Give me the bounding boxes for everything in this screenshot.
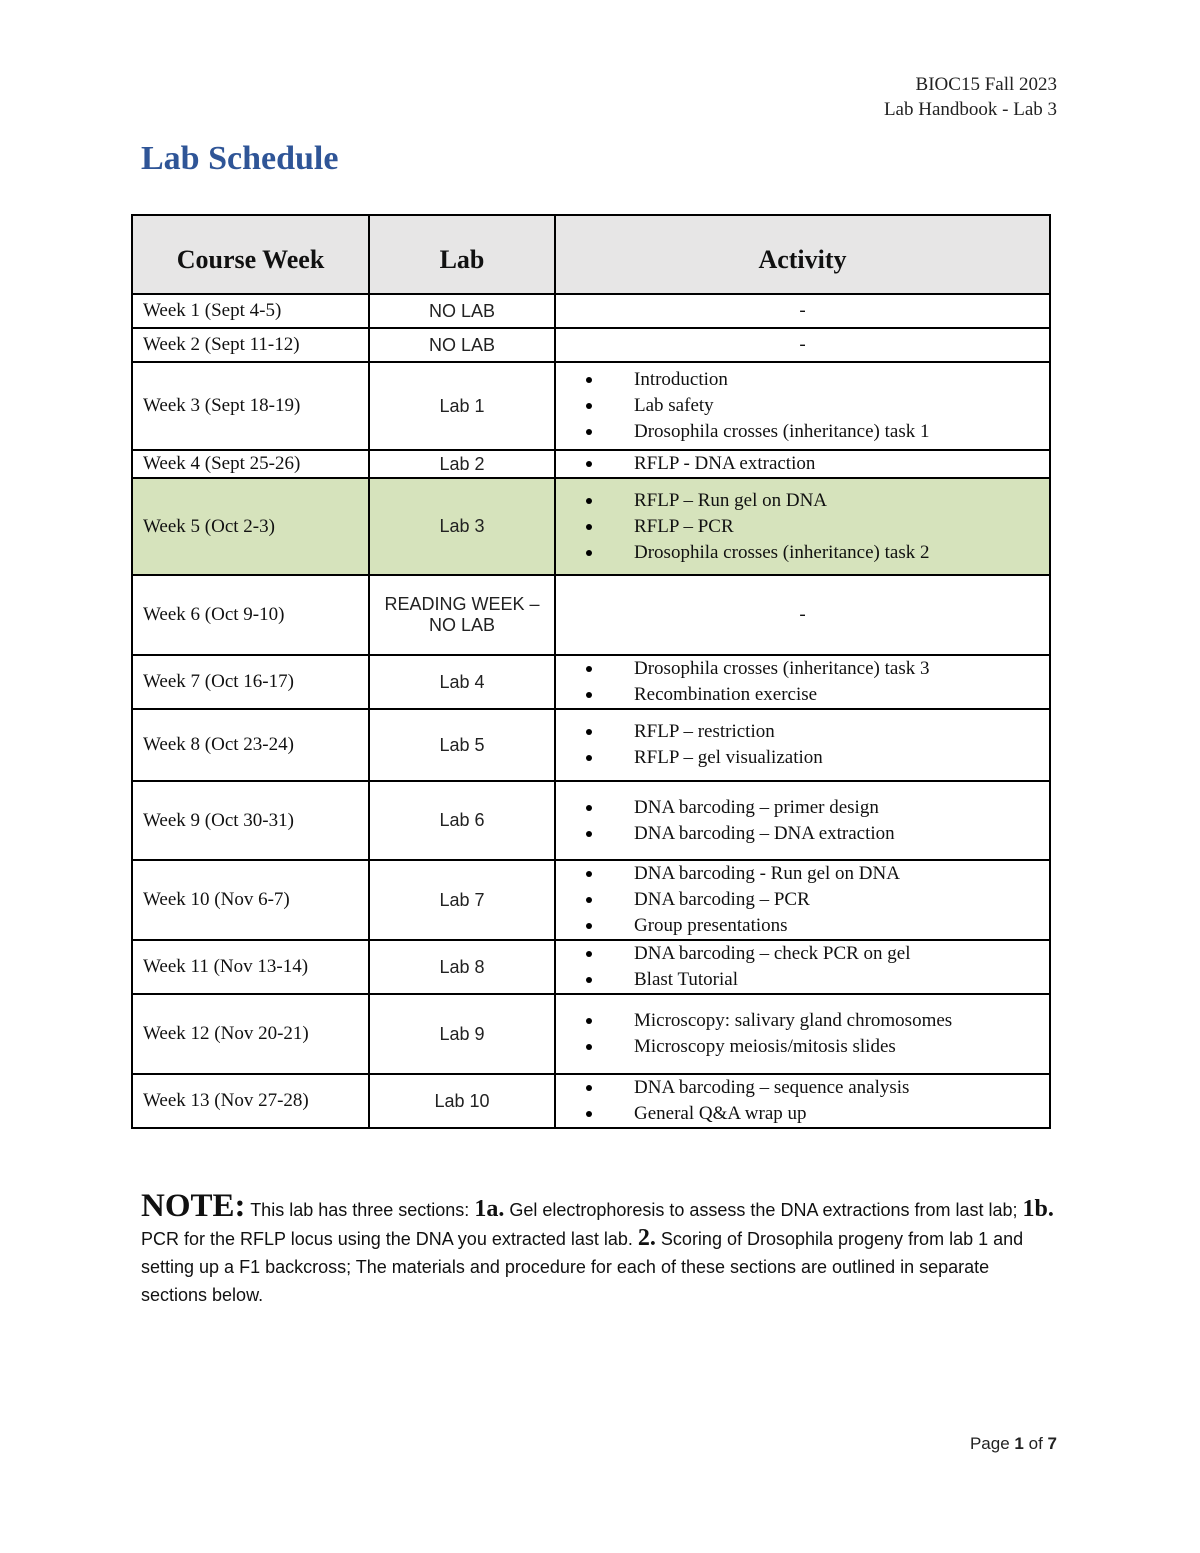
- section-2-label: 2.: [637, 1225, 656, 1251]
- cell-lab: Lab 4: [369, 655, 555, 709]
- cell-week: Week 6 (Oct 9-10): [132, 575, 369, 655]
- note-intro: This lab has three sections:: [245, 1200, 475, 1220]
- cell-week: Week 1 (Sept 4-5): [132, 294, 369, 328]
- cell-lab: Lab 6: [369, 781, 555, 860]
- section-1b-label: 1b.: [1022, 1196, 1054, 1222]
- cell-week: Week 7 (Oct 16-17): [132, 655, 369, 709]
- cell-lab: Lab 10: [369, 1074, 555, 1128]
- cell-week: Week 13 (Nov 27-28): [132, 1074, 369, 1128]
- section-1b-text: PCR for the RFLP locus using the DNA you extracted last lab.: [141, 1229, 638, 1249]
- cell-activity: [555, 655, 1050, 709]
- activity-item: DNA barcoding – check PCR on gel: [566, 941, 1039, 967]
- cell-lab: NO LAB: [369, 328, 555, 362]
- note-label: NOTE:: [141, 1188, 246, 1224]
- schedule-body: [132, 294, 1050, 1128]
- activity-item: RFLP – restriction: [566, 719, 1039, 745]
- cell-activity: [555, 994, 1050, 1074]
- activity-item: RFLP – gel visualization: [566, 745, 1039, 771]
- schedule-table: [131, 214, 1051, 1129]
- cell-lab: Lab 5: [369, 709, 555, 781]
- activity-item: RFLP – PCR: [566, 514, 1039, 540]
- table-row: [132, 575, 1050, 655]
- activity-item: DNA barcoding - Run gel on DNA: [566, 861, 1039, 887]
- page-total: 7: [1047, 1434, 1057, 1453]
- cell-lab: NO LAB: [369, 294, 555, 328]
- activity-item: RFLP – Run gel on DNA: [566, 488, 1039, 514]
- column-header-week: Course Week: [132, 215, 369, 294]
- cell-activity: [555, 362, 1050, 450]
- of-word: of: [1028, 1434, 1043, 1453]
- activity-list: [566, 861, 1039, 939]
- cell-activity: [555, 709, 1050, 781]
- cell-activity: -: [555, 294, 1050, 328]
- table-row: [132, 478, 1050, 575]
- table-row: [132, 994, 1050, 1074]
- activity-list: [566, 1075, 1039, 1127]
- activity-list: [566, 488, 1039, 566]
- cell-week: Week 3 (Sept 18-19): [132, 362, 369, 450]
- handbook-label: Lab Handbook - Lab 3: [883, 99, 1057, 120]
- activity-item: Drosophila crosses (inheritance) task 2: [566, 540, 1039, 566]
- section-1a-text: Gel electrophoresis to assess the DNA extractions from last lab;: [504, 1200, 1023, 1220]
- cell-week: Week 5 (Oct 2-3): [132, 478, 369, 575]
- table-row: [132, 1074, 1050, 1128]
- table-row: [132, 860, 1050, 940]
- activity-item: Introduction: [566, 367, 1039, 393]
- cell-activity: [555, 940, 1050, 994]
- cell-activity: [555, 478, 1050, 575]
- activity-list: [566, 451, 1039, 477]
- cell-lab: READING WEEK – NO LAB: [369, 575, 555, 655]
- table-header-row: [132, 215, 1050, 294]
- page-title: Lab Schedule: [141, 140, 339, 177]
- activity-list: [566, 795, 1039, 847]
- activity-item: DNA barcoding – primer design: [566, 795, 1039, 821]
- activity-list: [566, 719, 1039, 771]
- activity-item: RFLP - DNA extraction: [566, 451, 1039, 477]
- activity-item: Drosophila crosses (inheritance) task 3: [566, 656, 1039, 682]
- cell-lab: Lab 8: [369, 940, 555, 994]
- running-header: [884, 72, 1057, 122]
- table-row: [132, 450, 1050, 478]
- table-row: [132, 940, 1050, 994]
- cell-lab: Lab 1: [369, 362, 555, 450]
- activity-item: Blast Tutorial: [566, 967, 1039, 993]
- cell-activity: [555, 781, 1050, 860]
- table-row: [132, 781, 1050, 860]
- cell-activity: [555, 1074, 1050, 1128]
- activity-item: DNA barcoding – DNA extraction: [566, 821, 1039, 847]
- activity-list: [566, 1008, 1039, 1060]
- activity-item: Microscopy meiosis/mitosis slides: [566, 1034, 1039, 1060]
- cell-activity: -: [555, 328, 1050, 362]
- note-paragraph: [141, 1188, 1056, 1309]
- section-2-text: Scoring of Drosophila progeny from lab 1 and setting up a F1 backcross; The materials and procedure for each of these sections are outlined in separate sections below.: [141, 1229, 1024, 1305]
- column-header-activity: Activity: [555, 215, 1050, 294]
- page-word: Page: [969, 1434, 1010, 1453]
- activity-item: DNA barcoding – PCR: [566, 887, 1039, 913]
- activity-item: DNA barcoding – sequence analysis: [566, 1075, 1039, 1101]
- activity-item: General Q&A wrap up: [566, 1101, 1039, 1127]
- cell-lab: Lab 9: [369, 994, 555, 1074]
- cell-week: Week 8 (Oct 23-24): [132, 709, 369, 781]
- cell-lab: Lab 7: [369, 860, 555, 940]
- cell-week: Week 4 (Sept 25-26): [132, 450, 369, 478]
- activity-item: Lab safety: [566, 393, 1039, 419]
- activity-item: Group presentations: [566, 913, 1039, 939]
- page-footer: [970, 1434, 1057, 1454]
- cell-week: Week 11 (Nov 13-14): [132, 940, 369, 994]
- cell-week: Week 12 (Nov 20-21): [132, 994, 369, 1074]
- table-row: [132, 328, 1050, 362]
- cell-lab: Lab 2: [369, 450, 555, 478]
- activity-item: Recombination exercise: [566, 682, 1039, 708]
- activity-list: [566, 941, 1039, 993]
- page-number: 1: [1014, 1434, 1024, 1453]
- column-header-lab: Lab: [369, 215, 555, 294]
- table-row: [132, 709, 1050, 781]
- cell-activity: [555, 450, 1050, 478]
- cell-week: Week 10 (Nov 6-7): [132, 860, 369, 940]
- table-row: [132, 655, 1050, 709]
- table-row: [132, 294, 1050, 328]
- table-row: [132, 362, 1050, 450]
- section-1a-label: 1a.: [474, 1196, 505, 1222]
- activity-item: Microscopy: salivary gland chromosomes: [566, 1008, 1039, 1034]
- cell-week: Week 9 (Oct 30-31): [132, 781, 369, 860]
- activity-list: [566, 656, 1039, 708]
- activity-list: [566, 367, 1039, 445]
- cell-activity: [555, 860, 1050, 940]
- cell-activity: -: [555, 575, 1050, 655]
- cell-lab: Lab 3: [369, 478, 555, 575]
- course-label: BIOC15 Fall 2023: [915, 74, 1057, 95]
- cell-week: Week 2 (Sept 11-12): [132, 328, 369, 362]
- activity-item: Drosophila crosses (inheritance) task 1: [566, 419, 1039, 445]
